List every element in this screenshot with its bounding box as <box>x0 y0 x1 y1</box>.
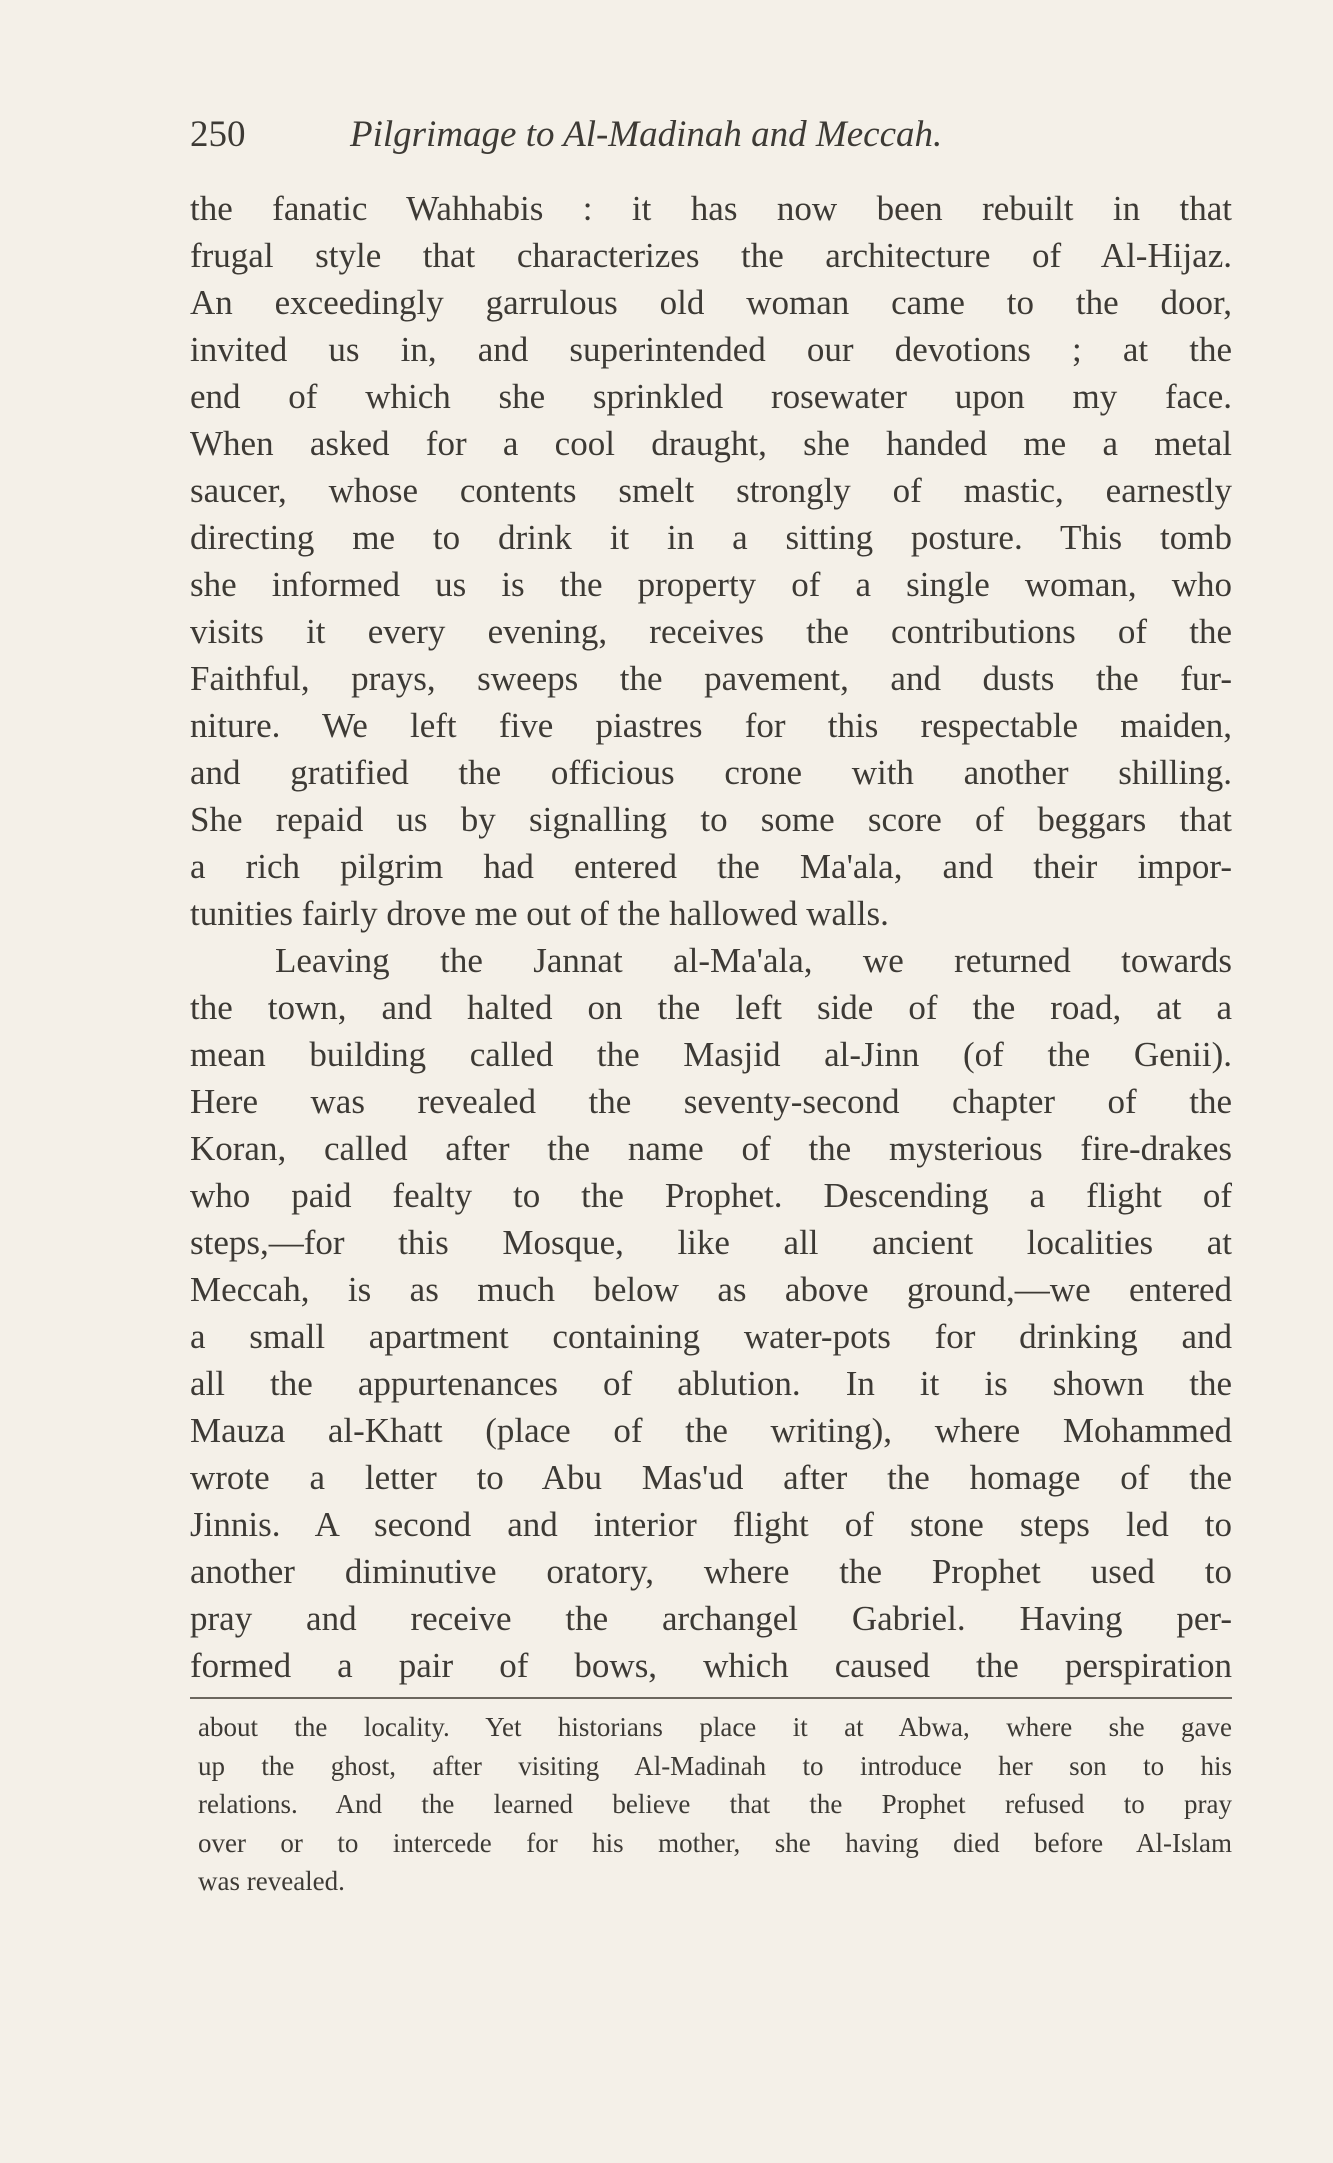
text-line: saucer, whose contents smelt strongly of mastic, earnestly <box>190 471 1232 510</box>
text-line: and gratified the officious crone with another shilling. <box>190 753 1232 792</box>
text-line: Here was revealed the seventy-second chapter of the <box>190 1082 1232 1121</box>
footnote-rule <box>190 1697 1232 1699</box>
text-line: She repaid us by signalling to some score of beggars that <box>190 800 1232 839</box>
footnote-line: over or to intercede for his mother, she having died before Al-Islam <box>198 1827 1232 1858</box>
text-line: visits it every evening, receives the contributions of the <box>190 612 1232 651</box>
footnote-line: was revealed. <box>198 1866 345 1896</box>
running-head <box>190 110 1230 160</box>
text-line: mean building called the Masjid al-Jinn (of the Genii). <box>190 1035 1232 1074</box>
text-line: steps,—for this Mosque, like all ancient localities at <box>190 1223 1232 1262</box>
text-line: the fanatic Wahhabis : it has now been rebuilt in that <box>190 189 1232 228</box>
footnote-line: up the ghost, after visiting Al-Madinah to introduce her son to his <box>198 1750 1232 1781</box>
text-line: Meccah, is as much below as above ground,—we entered <box>190 1270 1232 1309</box>
text-line: An exceedingly garrulous old woman came to the door, <box>190 283 1232 322</box>
running-title: Pilgrimage to Al-Madinah and Meccah. <box>350 114 943 155</box>
text-line: Faithful, prays, sweeps the pavement, and dusts the fur- <box>190 659 1232 698</box>
text-line: formed a pair of bows, which caused the perspiration <box>190 1646 1232 1685</box>
text-line: niture. We left five piastres for this respectable maiden, <box>190 706 1232 745</box>
body-text <box>190 185 1232 1689</box>
text-line: Jinnis. A second and interior flight of stone steps led to <box>190 1505 1232 1544</box>
text-line: Leaving the Jannat al-Ma'ala, we returned towards <box>275 941 1232 980</box>
text-line: a rich pilgrim had entered the Ma'ala, and their impor- <box>190 847 1232 886</box>
text-line: another diminutive oratory, where the Prophet used to <box>190 1552 1232 1591</box>
text-line: invited us in, and superintended our devotions ; at the <box>190 330 1232 369</box>
text-line: wrote a letter to Abu Mas'ud after the homage of the <box>190 1458 1232 1497</box>
text-line: frugal style that characterizes the architecture of Al-Hijaz. <box>190 236 1232 275</box>
footnote-line: relations. And the learned believe that the Prophet refused to pray <box>198 1789 1232 1819</box>
text-line: pray and receive the archangel Gabriel. Having per- <box>190 1599 1232 1638</box>
text-line: all the appurtenances of ablution. In it is shown the <box>190 1364 1232 1403</box>
text-line: who paid fealty to the Prophet. Descending a flight of <box>190 1176 1232 1215</box>
text-line: end of which she sprinkled rosewater upon my face. <box>190 377 1232 416</box>
text-line: she informed us is the property of a single woman, who <box>190 565 1232 604</box>
footnote-line: about the locality. Yet historians place it at Abwa, where she gave <box>198 1712 1232 1742</box>
text-line: Koran, called after the name of the mysterious fire-drakes <box>190 1129 1232 1168</box>
text-line: When asked for a cool draught, she handed me a metal <box>190 424 1232 463</box>
footnote <box>198 1708 1232 1901</box>
text-line: directing me to drink it in a sitting posture. This tomb <box>190 518 1232 557</box>
text-line: Mauza al-Khatt (place of the writing), where Mohammed <box>190 1411 1232 1450</box>
text-line: a small apartment containing water-pots for drinking and <box>190 1317 1232 1356</box>
text-line: the town, and halted on the left side of the road, at a <box>190 988 1232 1027</box>
page-number: 250 <box>190 114 246 155</box>
text-line: tunities fairly drove me out of the hallowed walls. <box>190 894 889 933</box>
